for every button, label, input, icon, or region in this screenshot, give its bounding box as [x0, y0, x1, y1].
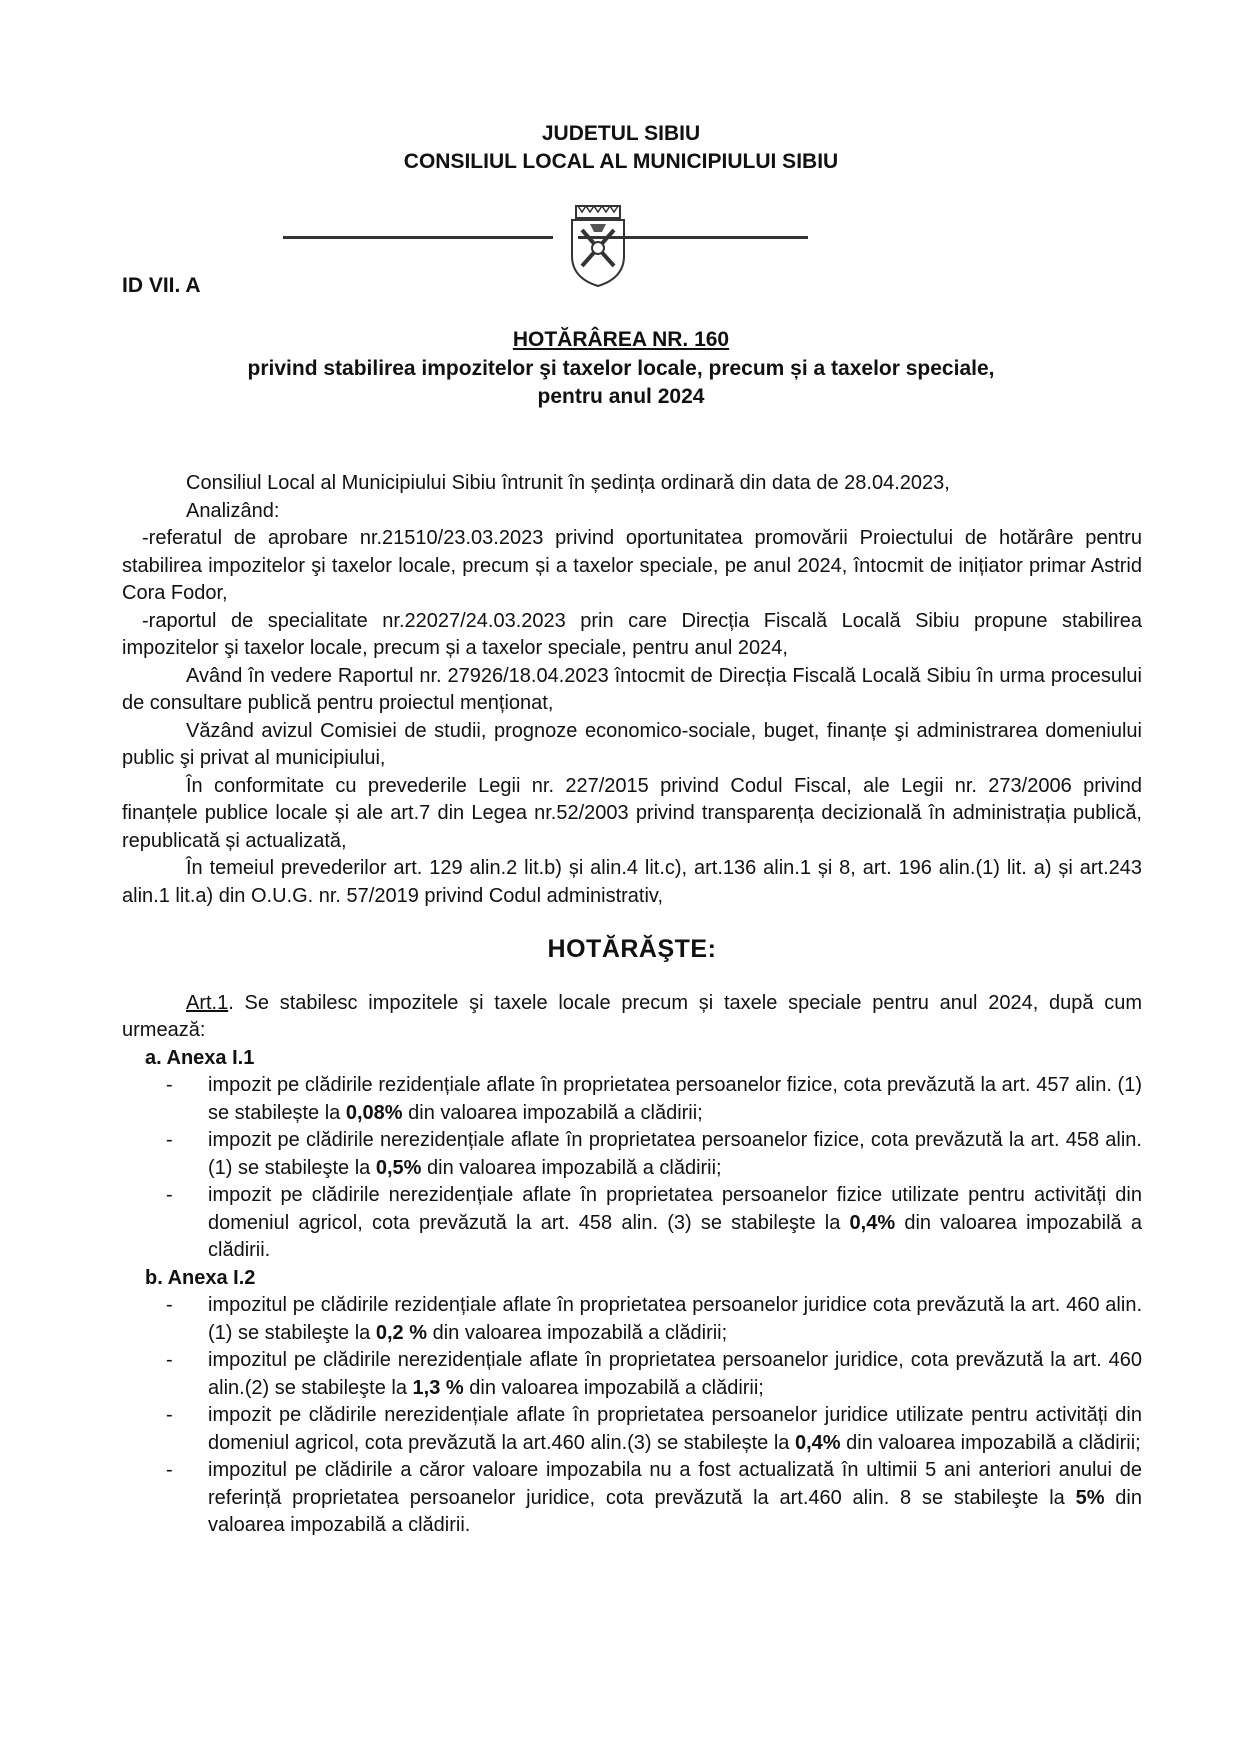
section-b-list	[122, 1292, 1142, 1540]
tax-rate: 0,5%	[375, 1156, 422, 1179]
list-item-text-end: din valoarea impozabilă a clădirii;	[402, 1101, 703, 1124]
list-dash: -	[166, 1129, 173, 1151]
preamble-approval-report: -referatul de aprobare nr.21510/23.03.2023 privind oportunitatea promovării Proiectului de hotărâre pentru stabilirea impozitelor şi taxelor locale, precum și a taxelor speciale, pe anul 2024, întocmit de inițiator primar Astrid Cora Fodor,	[122, 527, 1142, 604]
section-b-item	[122, 1402, 1142, 1457]
list-item-text: impozitul pe clădirile rezidențiale aflate în proprietatea persoanelor juridice cota prevăzută la art. 460 alin.(1) se stabileşte la	[208, 1294, 1142, 1344]
preamble-committee-opinion: Văzând avizul Comisiei de studii, prognoze economico-sociale, buget, finanțe şi administrarea domeniului public şi privat al municipiului,	[122, 719, 1142, 769]
article-1	[122, 990, 1142, 1045]
county-heading: JUDETUL SIBIU	[541, 122, 701, 145]
list-item-text-end: din valoarea impozabilă a clădirii.	[208, 1211, 1142, 1261]
section-b-item	[122, 1347, 1142, 1402]
tax-rate: 0,4%	[849, 1211, 896, 1234]
council-heading: CONSILIUL LOCAL AL MUNICIPIULUI SIBIU	[403, 150, 839, 173]
section-b-item	[122, 1457, 1142, 1540]
section-b-heading: b. Anexa I.2	[145, 1266, 256, 1289]
tax-rate: 1,3 %	[412, 1376, 464, 1399]
emblem-left-line	[283, 236, 553, 239]
list-item-text-end: din valoarea impozabilă a clădirii;	[421, 1156, 722, 1179]
preamble-legal-basis: În temeiul prevederilor art. 129 alin.2 lit.b) și alin.4 lit.c), art.136 alin.1 și 8, art. 196 alin.(1) lit. a) și art.243 alin.1 lit.a) din O.U.G. nr. 57/2019 privind Codul administrativ,	[122, 857, 1142, 907]
tax-rate: 0,4%	[794, 1431, 841, 1454]
list-dash: -	[166, 1459, 173, 1481]
list-dash: -	[166, 1294, 173, 1316]
list-item-text: impozit pe clădirile nerezidențiale aflate în proprietatea persoanelor fizice utilizate pentru activități din domeniul agricol, cota prevăzută la art. 458 alin. (3) se stabileşte la	[208, 1184, 1142, 1234]
preamble-session: Consiliul Local al Municipiului Sibiu întrunit în ședința ordinară din data de 28.04.2023,	[186, 472, 950, 494]
list-item-text: impozit pe clădirile rezidențiale aflate în proprietatea persoanelor fizice, cota prevăzută la art. 457 alin. (1) se stabilește la	[208, 1074, 1142, 1124]
list-item-text: impozitul pe clădirile a căror valoare impozabila nu a fost actualizată în ultimii 5 ani anteriori anului de referință proprietatea persoanelor juridice, cota prevăzută la art.460 alin. 8 se stabileşte la	[208, 1459, 1142, 1509]
list-item-text-end: din valoarea impozabilă a clădirii;	[463, 1376, 764, 1399]
preamble-analyzing: Analizând:	[186, 499, 280, 522]
sibiu-coat-of-arms-icon	[566, 204, 630, 288]
tax-rate: 5%	[1075, 1486, 1105, 1509]
list-item-text: impozit pe clădirile nerezidențiale aflate în proprietatea persoanelor fizice, cota prevăzută la art. 458 alin.(1) se stabileşte la	[208, 1129, 1142, 1179]
article-1-text: . Se stabilesc impozitele şi taxele locale precum și taxele speciale pentru anul 2024, după cum urmează:	[122, 991, 1142, 1041]
list-dash: -	[166, 1184, 173, 1206]
decision-subject-line-1: privind stabilirea impozitelor şi taxelor locale, precum și a taxelor speciale,	[247, 357, 995, 380]
list-item-text-end: din valoarea impozabilă a clădirii;	[840, 1431, 1141, 1454]
preamble-consultation-report: Având în vedere Raportul nr. 27926/18.04.2023 întocmit de Direcția Fiscală Locală Sibiu în urma procesului de consultare publică pentru proiectul menționat,	[122, 664, 1142, 714]
section-a-item	[122, 1182, 1142, 1265]
list-item-text-end: din valoarea impozabilă a clădirii;	[427, 1321, 728, 1344]
list-item-text: impozit pe clădirile nerezidențiale aflate în proprietatea persoanelor juridice utilizate pentru activități din domeniul agricol, cota prevăzută la art.460 alin.(3) se stabilește la	[208, 1404, 1142, 1454]
list-dash: -	[166, 1349, 173, 1371]
article-1-label: Art.1	[186, 991, 229, 1014]
decision-number: HOTĂRÂREA NR. 160	[512, 328, 730, 351]
document-body	[122, 470, 1142, 1540]
section-a-heading: a. Anexa I.1	[145, 1046, 255, 1069]
section-a-item	[122, 1127, 1142, 1182]
list-dash: -	[166, 1074, 173, 1096]
preamble-specialty-report: -raportul de specialitate nr.22027/24.03.2023 prin care Direcția Fiscală Locală Sibiu propune stabilirea impozitelor şi taxelor locale, precum și a taxelor speciale, pentru anul 2024,	[122, 609, 1142, 659]
tax-rate: 0,08%	[345, 1101, 403, 1124]
preamble-legal-conformity: În conformitate cu prevederile Legii nr. 227/2015 privind Codul Fiscal, ale Legii nr. 273/2006 privind finanțele publice locale și ale art.7 din Legea nr.52/2003 privind transparența decizională în administrația publică, republicată și actualizată,	[122, 774, 1142, 852]
tax-rate: 0,2 %	[375, 1321, 428, 1344]
list-item-text: impozitul pe clădirile nerezidențiale aflate în proprietatea persoanelor juridice, cota prevăzută la art. 460 alin.(2) se stabileşte la	[208, 1349, 1142, 1399]
decides-heading: HOTĂRĂŞTE:	[547, 935, 717, 963]
list-item-text-end: din valoarea impozabilă a clădirii.	[208, 1486, 1142, 1536]
section-a-item	[122, 1072, 1142, 1127]
decision-subject-line-2: pentru anul 2024	[537, 385, 705, 408]
document-id-code: ID VII. A	[122, 274, 201, 297]
list-dash: -	[166, 1404, 173, 1426]
section-a-list	[122, 1072, 1142, 1265]
section-b-item	[122, 1292, 1142, 1347]
